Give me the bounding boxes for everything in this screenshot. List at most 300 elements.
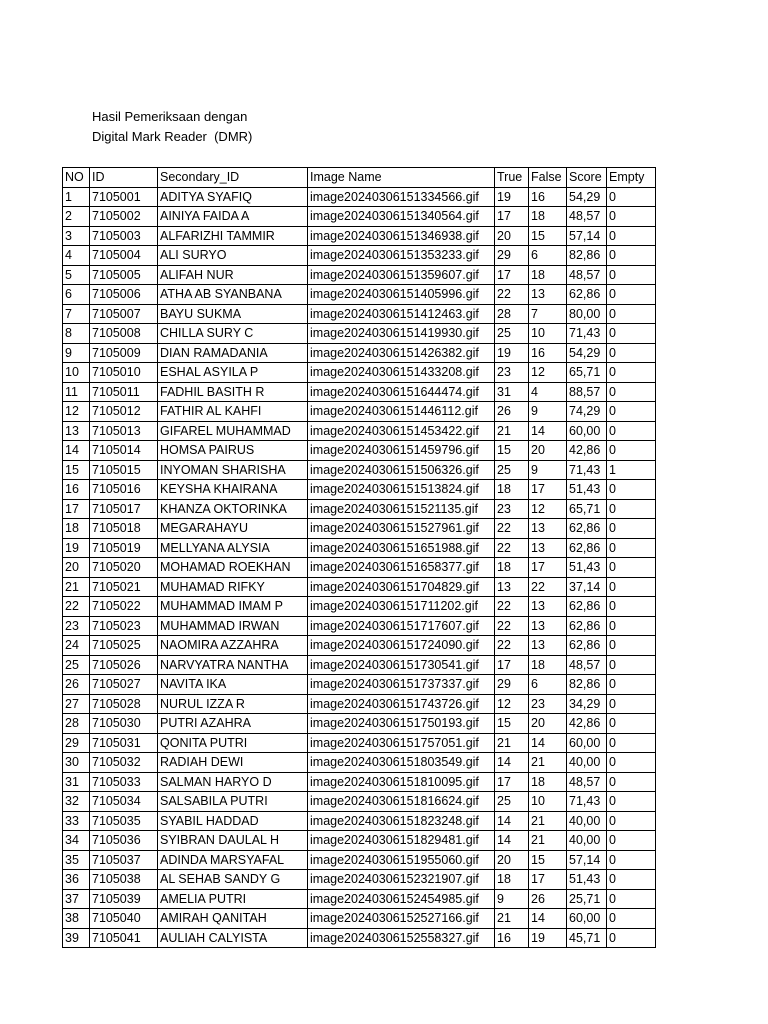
cell-image-name: image20240306151359607.gif	[308, 265, 495, 285]
table-row	[63, 324, 656, 344]
cell-image-name: image20240306151651988.gif	[308, 538, 495, 558]
cell-image-name: image20240306151704829.gif	[308, 577, 495, 597]
cell-secondary-id: ALI SURYO	[158, 246, 308, 266]
cell-true: 23	[495, 499, 529, 519]
heading-line-1: Hasil Pemeriksaan dengan	[92, 109, 248, 124]
cell-no: 14	[63, 441, 90, 461]
cell-no: 18	[63, 519, 90, 539]
table-row	[63, 382, 656, 402]
cell-empty: 0	[607, 597, 656, 617]
cell-secondary-id: ADITYA SYAFIQ	[158, 187, 308, 207]
cell-false: 13	[529, 519, 567, 539]
cell-true: 31	[495, 382, 529, 402]
cell-image-name: image20240306151353233.gif	[308, 246, 495, 266]
cell-empty: 0	[607, 207, 656, 227]
cell-true: 18	[495, 558, 529, 578]
cell-empty: 0	[607, 343, 656, 363]
cell-false: 12	[529, 363, 567, 383]
cell-empty: 0	[607, 421, 656, 441]
cell-score: 82,86	[567, 675, 607, 695]
cell-secondary-id: SYIBRAN DAULAL H	[158, 831, 308, 851]
cell-empty: 0	[607, 363, 656, 383]
cell-no: 9	[63, 343, 90, 363]
cell-false: 13	[529, 285, 567, 305]
cell-no: 24	[63, 636, 90, 656]
cell-score: 82,86	[567, 246, 607, 266]
cell-true: 22	[495, 597, 529, 617]
cell-secondary-id: ATHA AB SYANBANA	[158, 285, 308, 305]
table-row	[63, 675, 656, 695]
cell-no: 6	[63, 285, 90, 305]
cell-no: 16	[63, 480, 90, 500]
cell-empty: 0	[607, 655, 656, 675]
cell-image-name: image20240306151816624.gif	[308, 792, 495, 812]
table-row	[63, 889, 656, 909]
table-row	[63, 636, 656, 656]
cell-false: 4	[529, 382, 567, 402]
cell-empty: 0	[607, 558, 656, 578]
cell-empty: 0	[607, 480, 656, 500]
cell-no: 13	[63, 421, 90, 441]
cell-true: 25	[495, 324, 529, 344]
cell-image-name: image20240306151426382.gif	[308, 343, 495, 363]
document-heading	[92, 107, 252, 147]
table-row	[63, 772, 656, 792]
table-row	[63, 207, 656, 227]
cell-true: 21	[495, 909, 529, 929]
cell-image-name: image20240306151829481.gif	[308, 831, 495, 851]
cell-score: 62,86	[567, 636, 607, 656]
cell-empty: 0	[607, 265, 656, 285]
cell-true: 29	[495, 246, 529, 266]
cell-image-name: image20240306151743726.gif	[308, 694, 495, 714]
cell-true: 22	[495, 616, 529, 636]
cell-id: 7105002	[90, 207, 158, 227]
cell-no: 25	[63, 655, 90, 675]
cell-secondary-id: RADIAH DEWI	[158, 753, 308, 773]
cell-false: 22	[529, 577, 567, 597]
cell-image-name: image20240306152321907.gif	[308, 870, 495, 890]
cell-image-name: image20240306151506326.gif	[308, 460, 495, 480]
cell-image-name: image20240306151730541.gif	[308, 655, 495, 675]
cell-false: 20	[529, 714, 567, 734]
cell-secondary-id: ALFARIZHI TAMMIR	[158, 226, 308, 246]
cell-secondary-id: SALMAN HARYO D	[158, 772, 308, 792]
cell-image-name: image20240306151419930.gif	[308, 324, 495, 344]
cell-false: 20	[529, 441, 567, 461]
cell-empty: 0	[607, 714, 656, 734]
cell-false: 9	[529, 402, 567, 422]
cell-id: 7105022	[90, 597, 158, 617]
cell-empty: 0	[607, 928, 656, 948]
cell-false: 14	[529, 909, 567, 929]
cell-empty: 0	[607, 850, 656, 870]
cell-score: 88,57	[567, 382, 607, 402]
cell-score: 48,57	[567, 265, 607, 285]
cell-true: 22	[495, 519, 529, 539]
cell-false: 13	[529, 636, 567, 656]
cell-true: 25	[495, 792, 529, 812]
cell-true: 22	[495, 538, 529, 558]
table-row	[63, 265, 656, 285]
cell-true: 16	[495, 928, 529, 948]
cell-secondary-id: PUTRI AZAHRA	[158, 714, 308, 734]
cell-secondary-id: BAYU SUKMA	[158, 304, 308, 324]
cell-no: 26	[63, 675, 90, 695]
cell-empty: 0	[607, 772, 656, 792]
cell-true: 14	[495, 753, 529, 773]
table-row	[63, 655, 656, 675]
cell-true: 26	[495, 402, 529, 422]
cell-no: 21	[63, 577, 90, 597]
cell-image-name: image20240306151711202.gif	[308, 597, 495, 617]
cell-secondary-id: GIFAREL MUHAMMAD	[158, 421, 308, 441]
cell-true: 18	[495, 870, 529, 890]
cell-secondary-id: SYABIL HADDAD	[158, 811, 308, 831]
cell-id: 7105010	[90, 363, 158, 383]
cell-false: 12	[529, 499, 567, 519]
cell-score: 62,86	[567, 285, 607, 305]
cell-true: 15	[495, 714, 529, 734]
cell-empty: 0	[607, 675, 656, 695]
cell-empty: 0	[607, 519, 656, 539]
cell-false: 17	[529, 558, 567, 578]
cell-true: 9	[495, 889, 529, 909]
cell-no: 12	[63, 402, 90, 422]
table-row	[63, 538, 656, 558]
cell-score: 60,00	[567, 421, 607, 441]
table-row	[63, 577, 656, 597]
table-row	[63, 421, 656, 441]
cell-image-name: image20240306152558327.gif	[308, 928, 495, 948]
cell-no: 5	[63, 265, 90, 285]
cell-true: 15	[495, 441, 529, 461]
column-header-false: False	[529, 168, 567, 188]
cell-false: 14	[529, 733, 567, 753]
table-row	[63, 733, 656, 753]
cell-false: 18	[529, 207, 567, 227]
cell-no: 29	[63, 733, 90, 753]
cell-empty: 0	[607, 870, 656, 890]
cell-no: 36	[63, 870, 90, 890]
cell-secondary-id: QONITA PUTRI	[158, 733, 308, 753]
table-row	[63, 850, 656, 870]
table-row	[63, 792, 656, 812]
cell-score: 51,43	[567, 870, 607, 890]
cell-false: 18	[529, 772, 567, 792]
cell-no: 22	[63, 597, 90, 617]
cell-true: 22	[495, 636, 529, 656]
cell-image-name: image20240306151446112.gif	[308, 402, 495, 422]
table-row	[63, 558, 656, 578]
cell-secondary-id: FADHIL BASITH R	[158, 382, 308, 402]
cell-empty: 0	[607, 636, 656, 656]
cell-score: 57,14	[567, 226, 607, 246]
cell-image-name: image20240306151459796.gif	[308, 441, 495, 461]
cell-image-name: image20240306151955060.gif	[308, 850, 495, 870]
cell-id: 7105039	[90, 889, 158, 909]
cell-score: 57,14	[567, 850, 607, 870]
cell-no: 39	[63, 928, 90, 948]
table-row	[63, 246, 656, 266]
cell-no: 20	[63, 558, 90, 578]
cell-score: 37,14	[567, 577, 607, 597]
cell-secondary-id: AMELIA PUTRI	[158, 889, 308, 909]
cell-true: 17	[495, 207, 529, 227]
cell-score: 80,00	[567, 304, 607, 324]
column-header-secondary-id: Secondary_ID	[158, 168, 308, 188]
cell-secondary-id: KHANZA OKTORINKA	[158, 499, 308, 519]
cell-id: 7105004	[90, 246, 158, 266]
cell-secondary-id: NURUL IZZA R	[158, 694, 308, 714]
cell-image-name: image20240306152454985.gif	[308, 889, 495, 909]
cell-empty: 0	[607, 382, 656, 402]
cell-id: 7105012	[90, 402, 158, 422]
table-row	[63, 402, 656, 422]
cell-secondary-id: KEYSHA KHAIRANA	[158, 480, 308, 500]
cell-no: 35	[63, 850, 90, 870]
cell-secondary-id: AULIAH CALYISTA	[158, 928, 308, 948]
cell-no: 31	[63, 772, 90, 792]
cell-empty: 0	[607, 811, 656, 831]
cell-id: 7105006	[90, 285, 158, 305]
cell-image-name: image20240306151433208.gif	[308, 363, 495, 383]
cell-image-name: image20240306151412463.gif	[308, 304, 495, 324]
cell-secondary-id: MUHAMAD RIFKY	[158, 577, 308, 597]
cell-id: 7105035	[90, 811, 158, 831]
cell-no: 37	[63, 889, 90, 909]
cell-true: 17	[495, 655, 529, 675]
table-row	[63, 363, 656, 383]
cell-false: 14	[529, 421, 567, 441]
cell-image-name: image20240306151644474.gif	[308, 382, 495, 402]
cell-false: 21	[529, 831, 567, 851]
cell-false: 13	[529, 616, 567, 636]
table-row	[63, 597, 656, 617]
table-row	[63, 285, 656, 305]
cell-id: 7105028	[90, 694, 158, 714]
cell-secondary-id: DIAN RAMADANIA	[158, 343, 308, 363]
cell-score: 48,57	[567, 655, 607, 675]
cell-score: 40,00	[567, 831, 607, 851]
cell-empty: 0	[607, 792, 656, 812]
cell-score: 62,86	[567, 538, 607, 558]
cell-id: 7105008	[90, 324, 158, 344]
cell-id: 7105037	[90, 850, 158, 870]
cell-score: 62,86	[567, 616, 607, 636]
cell-no: 11	[63, 382, 90, 402]
cell-false: 23	[529, 694, 567, 714]
table-row	[63, 304, 656, 324]
cell-secondary-id: NARVYATRA NANTHA	[158, 655, 308, 675]
cell-no: 15	[63, 460, 90, 480]
cell-true: 23	[495, 363, 529, 383]
table-row	[63, 831, 656, 851]
cell-score: 40,00	[567, 753, 607, 773]
cell-true: 25	[495, 460, 529, 480]
cell-empty: 0	[607, 402, 656, 422]
cell-true: 29	[495, 675, 529, 695]
table-row	[63, 928, 656, 948]
cell-image-name: image20240306151757051.gif	[308, 733, 495, 753]
cell-empty: 0	[607, 187, 656, 207]
cell-true: 19	[495, 343, 529, 363]
cell-image-name: image20240306151724090.gif	[308, 636, 495, 656]
cell-id: 7105016	[90, 480, 158, 500]
cell-false: 21	[529, 753, 567, 773]
cell-image-name: image20240306151823248.gif	[308, 811, 495, 831]
cell-id: 7105036	[90, 831, 158, 851]
cell-secondary-id: MELLYANA ALYSIA	[158, 538, 308, 558]
cell-secondary-id: MEGARAHAYU	[158, 519, 308, 539]
table-row	[63, 694, 656, 714]
cell-false: 15	[529, 226, 567, 246]
cell-true: 12	[495, 694, 529, 714]
column-header-id: ID	[90, 168, 158, 188]
cell-id: 7105025	[90, 636, 158, 656]
cell-empty: 0	[607, 538, 656, 558]
cell-id: 7105030	[90, 714, 158, 734]
cell-score: 48,57	[567, 207, 607, 227]
cell-secondary-id: NAOMIRA AZZAHRA	[158, 636, 308, 656]
cell-empty: 0	[607, 616, 656, 636]
table-body	[63, 187, 656, 948]
table-row	[63, 753, 656, 773]
cell-no: 27	[63, 694, 90, 714]
cell-true: 22	[495, 285, 529, 305]
cell-empty: 0	[607, 831, 656, 851]
cell-id: 7105023	[90, 616, 158, 636]
cell-secondary-id: CHILLA SURY C	[158, 324, 308, 344]
cell-image-name: image20240306151513824.gif	[308, 480, 495, 500]
cell-false: 10	[529, 792, 567, 812]
cell-image-name: image20240306151803549.gif	[308, 753, 495, 773]
cell-no: 34	[63, 831, 90, 851]
cell-image-name: image20240306151717607.gif	[308, 616, 495, 636]
cell-score: 62,86	[567, 519, 607, 539]
results-table	[62, 167, 656, 948]
cell-true: 18	[495, 480, 529, 500]
cell-no: 4	[63, 246, 90, 266]
cell-no: 38	[63, 909, 90, 929]
cell-true: 21	[495, 733, 529, 753]
cell-id: 7105040	[90, 909, 158, 929]
cell-empty: 0	[607, 324, 656, 344]
cell-id: 7105021	[90, 577, 158, 597]
cell-id: 7105026	[90, 655, 158, 675]
cell-no: 1	[63, 187, 90, 207]
cell-score: 54,29	[567, 343, 607, 363]
cell-no: 32	[63, 792, 90, 812]
cell-image-name: image20240306152527166.gif	[308, 909, 495, 929]
cell-image-name: image20240306151737337.gif	[308, 675, 495, 695]
cell-score: 74,29	[567, 402, 607, 422]
cell-empty: 0	[607, 577, 656, 597]
cell-image-name: image20240306151810095.gif	[308, 772, 495, 792]
cell-false: 7	[529, 304, 567, 324]
cell-id: 7105007	[90, 304, 158, 324]
cell-id: 7105041	[90, 928, 158, 948]
table-row	[63, 714, 656, 734]
cell-image-name: image20240306151527961.gif	[308, 519, 495, 539]
cell-score: 62,86	[567, 597, 607, 617]
cell-image-name: image20240306151340564.gif	[308, 207, 495, 227]
cell-secondary-id: FATHIR AL KAHFI	[158, 402, 308, 422]
cell-no: 3	[63, 226, 90, 246]
cell-id: 7105003	[90, 226, 158, 246]
cell-id: 7105020	[90, 558, 158, 578]
cell-image-name: image20240306151658377.gif	[308, 558, 495, 578]
cell-false: 18	[529, 655, 567, 675]
cell-true: 20	[495, 850, 529, 870]
cell-id: 7105009	[90, 343, 158, 363]
cell-score: 42,86	[567, 714, 607, 734]
cell-image-name: image20240306151453422.gif	[308, 421, 495, 441]
cell-false: 9	[529, 460, 567, 480]
cell-id: 7105013	[90, 421, 158, 441]
cell-id: 7105033	[90, 772, 158, 792]
cell-false: 18	[529, 265, 567, 285]
cell-score: 60,00	[567, 909, 607, 929]
cell-score: 65,71	[567, 499, 607, 519]
cell-score: 45,71	[567, 928, 607, 948]
cell-no: 8	[63, 324, 90, 344]
cell-id: 7105019	[90, 538, 158, 558]
cell-secondary-id: HOMSA PAIRUS	[158, 441, 308, 461]
cell-false: 13	[529, 597, 567, 617]
cell-false: 6	[529, 675, 567, 695]
table-row	[63, 460, 656, 480]
cell-score: 51,43	[567, 480, 607, 500]
cell-id: 7105032	[90, 753, 158, 773]
cell-image-name: image20240306151405996.gif	[308, 285, 495, 305]
cell-no: 30	[63, 753, 90, 773]
cell-image-name: image20240306151521135.gif	[308, 499, 495, 519]
table-row	[63, 616, 656, 636]
table-row	[63, 343, 656, 363]
cell-secondary-id: NAVITA IKA	[158, 675, 308, 695]
cell-score: 71,43	[567, 324, 607, 344]
cell-score: 40,00	[567, 811, 607, 831]
cell-id: 7105017	[90, 499, 158, 519]
cell-true: 14	[495, 811, 529, 831]
cell-empty: 0	[607, 246, 656, 266]
column-header-no: NO	[63, 168, 90, 188]
table-row	[63, 870, 656, 890]
cell-empty: 0	[607, 753, 656, 773]
cell-score: 71,43	[567, 460, 607, 480]
cell-id: 7105005	[90, 265, 158, 285]
column-header-empty: Empty	[607, 168, 656, 188]
cell-false: 6	[529, 246, 567, 266]
cell-secondary-id: ALIFAH NUR	[158, 265, 308, 285]
cell-false: 15	[529, 850, 567, 870]
cell-false: 16	[529, 187, 567, 207]
cell-image-name: image20240306151334566.gif	[308, 187, 495, 207]
table-row	[63, 811, 656, 831]
cell-false: 10	[529, 324, 567, 344]
cell-id: 7105014	[90, 441, 158, 461]
cell-image-name: image20240306151346938.gif	[308, 226, 495, 246]
cell-no: 33	[63, 811, 90, 831]
cell-true: 21	[495, 421, 529, 441]
cell-false: 17	[529, 480, 567, 500]
cell-true: 17	[495, 772, 529, 792]
cell-empty: 0	[607, 304, 656, 324]
cell-id: 7105018	[90, 519, 158, 539]
table-row	[63, 519, 656, 539]
cell-empty: 0	[607, 285, 656, 305]
